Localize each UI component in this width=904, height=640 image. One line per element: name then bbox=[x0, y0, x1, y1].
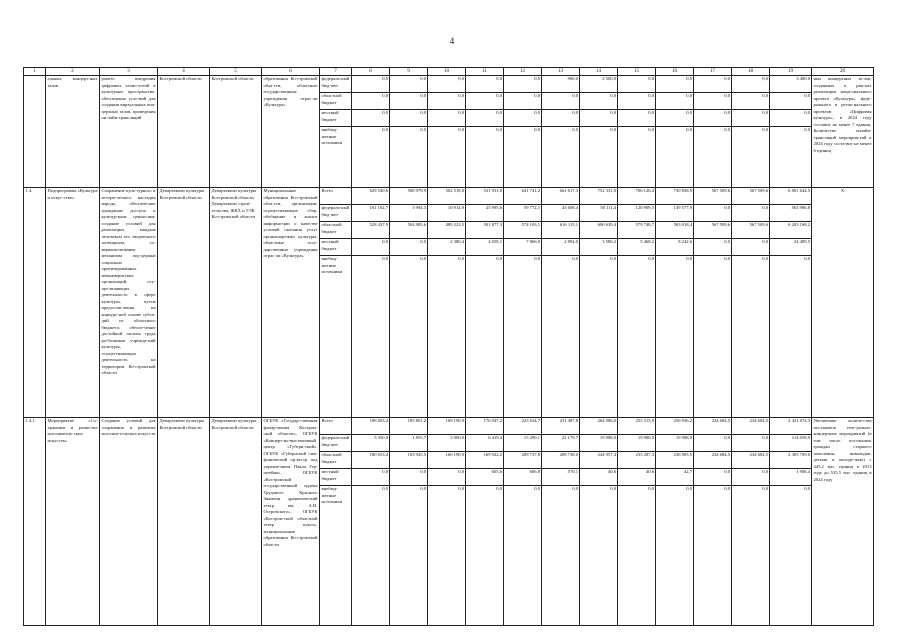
row-responsible: Департамент культуры Костромской области bbox=[158, 188, 210, 418]
funding-value: 0,0 bbox=[732, 92, 770, 109]
funding-value: 40,6 bbox=[618, 468, 656, 485]
funding-value: 0,0 bbox=[390, 468, 428, 485]
row-number: 1.4.1. bbox=[24, 418, 46, 626]
funding-value: 0,0 bbox=[390, 238, 428, 255]
funding-value: 0,0 bbox=[504, 485, 542, 502]
funding-value: 0,0 bbox=[534, 76, 540, 81]
funding-values-cell bbox=[770, 188, 812, 418]
funding-value: 0,0 bbox=[420, 76, 426, 81]
row-participants: Муниципальные образования Ко-стромской обла-сти, организации, осуществляющие сбор, обобщение и анализ информа-ции о качестве условий оказания услуг организаци-ями культуры, областные госу-дарственные учреждения отрас-ли «Культура» bbox=[262, 188, 320, 418]
column-number-6: 6 bbox=[262, 68, 320, 76]
funding-value: 25 995,6 bbox=[466, 204, 504, 221]
column-number-3: 3 bbox=[100, 68, 158, 76]
funding-value: 0,0 bbox=[504, 126, 542, 143]
funding-value: 3 580,2 bbox=[580, 238, 618, 255]
funding-value: 58 111,4 bbox=[580, 204, 618, 221]
funding-values-cell bbox=[352, 76, 390, 188]
funding-value: 0,0 bbox=[428, 92, 466, 109]
funding-value: 7 866,0 bbox=[504, 238, 542, 255]
row-responsible: Костромской области bbox=[158, 76, 210, 188]
column-number-7: 7 bbox=[320, 68, 352, 76]
funding-value: 0,0 bbox=[496, 76, 502, 81]
funding-value: 0,0 bbox=[542, 126, 580, 143]
funding-value: 0,0 bbox=[542, 109, 580, 126]
funding-value: 169 922,2 bbox=[466, 451, 504, 468]
funding-value: 15 290,1 bbox=[504, 434, 542, 451]
row-task: Создание условий для сохранения и развития исполни-тельских искусств bbox=[100, 418, 158, 626]
funding-value: 0,0 bbox=[390, 92, 428, 109]
column-number-9: 9 bbox=[390, 68, 428, 76]
funding-value: 0,0 bbox=[580, 485, 618, 502]
funding-values-cell bbox=[580, 76, 618, 188]
funding-value: 0,0 bbox=[428, 255, 466, 272]
funding-value: 662 617,3 bbox=[559, 188, 578, 193]
column-number-4: 4 bbox=[158, 68, 210, 76]
row-number: 1.4. bbox=[24, 188, 46, 418]
funding-value: 501 877,3 bbox=[466, 221, 504, 238]
funding-value: 0,0 bbox=[428, 126, 466, 143]
funding-values-cell bbox=[428, 76, 466, 188]
funding-values-cell bbox=[352, 418, 390, 626]
funding-value: 8 242,6 bbox=[656, 238, 694, 255]
funding-value: 730 838,9 bbox=[673, 188, 692, 193]
funding-value: 234 684,5 bbox=[711, 418, 730, 423]
funding-source-label: федераль-ный бюд-жет bbox=[321, 76, 350, 88]
funding-values-cell bbox=[618, 418, 656, 626]
funding-value: 570,1 bbox=[542, 468, 580, 485]
funding-value: 2 894,0 bbox=[542, 238, 580, 255]
funding-value: 6 801 644,5 bbox=[788, 188, 810, 193]
funding-value: 0,0 bbox=[542, 485, 580, 502]
funding-value: 0,0 bbox=[352, 238, 390, 255]
funding-value: 583 018,4 bbox=[656, 221, 694, 238]
funding-value: 5 350,0 bbox=[352, 434, 390, 451]
column-number-5: 5 bbox=[210, 68, 262, 76]
funding-value: 19 988,0 bbox=[618, 434, 656, 451]
funding-value: 0,0 bbox=[762, 76, 768, 81]
funding-values-cell bbox=[390, 418, 428, 626]
funding-source-label: Всего bbox=[321, 188, 333, 193]
funding-value: 19 988,0 bbox=[656, 434, 694, 451]
funding-value: 0,0 bbox=[458, 76, 464, 81]
funding-value: 166 190,9 bbox=[428, 451, 466, 468]
funding-value: 0,0 bbox=[732, 485, 770, 502]
funding-value: 0,0 bbox=[580, 109, 618, 126]
funding-value: 244 957,4 bbox=[580, 451, 618, 468]
funding-value: 0,0 bbox=[428, 468, 466, 485]
page-number: 4 bbox=[449, 36, 455, 46]
funding-value: 34 489,5 bbox=[770, 238, 812, 255]
funding-source-label: внебюд-жетные источники bbox=[320, 255, 351, 276]
funding-value: 225 634,7 bbox=[521, 418, 540, 423]
program-row bbox=[24, 188, 874, 418]
funding-value: 0,0 bbox=[694, 92, 732, 109]
funding-value: 0,0 bbox=[504, 255, 542, 272]
funding-value: 114 058,9 bbox=[770, 434, 812, 451]
funding-value: 234 684,5 bbox=[749, 418, 768, 423]
funding-value: 176 947,2 bbox=[483, 418, 502, 423]
funding-value: 0,0 bbox=[694, 109, 732, 126]
funding-values-cell bbox=[352, 188, 390, 418]
funding-value: 0,0 bbox=[390, 109, 428, 126]
funding-source-label: федераль-ный бюд-жет bbox=[320, 204, 351, 221]
funding-value: 2 380,4 bbox=[428, 238, 466, 255]
funding-value: 139 577,9 bbox=[656, 204, 694, 221]
funding-value: 0,0 bbox=[770, 92, 812, 109]
funding-value: 0,0 bbox=[352, 92, 390, 109]
funding-value: 489 223,5 bbox=[428, 221, 466, 238]
funding-value: 0,0 bbox=[466, 485, 504, 502]
funding-value: 0,0 bbox=[580, 92, 618, 109]
funding-value: 0,0 bbox=[732, 238, 770, 255]
funding-value: 605,6 bbox=[466, 468, 504, 485]
funding-value: 0,0 bbox=[732, 204, 770, 221]
funding-value: 0,0 bbox=[352, 468, 390, 485]
funding-values-cell bbox=[656, 76, 694, 188]
funding-value: 0,0 bbox=[466, 109, 504, 126]
funding-values-cell bbox=[542, 76, 580, 188]
funding-value: 0,0 bbox=[694, 434, 732, 451]
funding-value: 567 509,6 bbox=[732, 221, 770, 238]
funding-values-cell bbox=[656, 418, 694, 626]
funding-values-cell bbox=[466, 76, 504, 188]
column-number-1: 1 bbox=[24, 68, 46, 76]
funding-values-cell bbox=[618, 76, 656, 188]
funding-values-cell bbox=[390, 76, 428, 188]
funding-values-cell bbox=[428, 188, 466, 418]
funding-value: 10 914,9 bbox=[428, 204, 466, 221]
column-number-17: 17 bbox=[694, 68, 732, 76]
funding-value: 0,0 bbox=[656, 109, 694, 126]
funding-value: 0,0 bbox=[466, 255, 504, 272]
column-number-11: 11 bbox=[466, 68, 504, 76]
funding-value: 0,0 bbox=[732, 126, 770, 143]
funding-value: 3 994,3 bbox=[390, 204, 428, 221]
column-number-13: 13 bbox=[542, 68, 580, 76]
funding-value: 0,0 bbox=[580, 255, 618, 272]
funding-value: 3 000,0 bbox=[428, 434, 466, 451]
row-task: ронего внедрения цифровых техно-логий в культурное пространство, обеспечение усло-вий для создания виртуальных кон-цертных залов, проведения он-лайн-трансляций bbox=[100, 76, 158, 188]
funding-value: 0,0 bbox=[770, 126, 812, 143]
funding-value: 0,0 bbox=[618, 126, 656, 143]
funding-value: 0,0 bbox=[542, 92, 580, 109]
funding-value: 6 419,4 bbox=[466, 434, 504, 451]
row-participants: образования Ко-стромской обла-сти, областные государственные учреждения отрас-ли «Культура» bbox=[262, 76, 320, 188]
funding-value: 0,0 bbox=[382, 76, 388, 81]
funding-value: 0,0 bbox=[618, 485, 656, 502]
row-expected-result: Х bbox=[812, 188, 874, 418]
funding-values-cell bbox=[504, 188, 542, 418]
funding-value: 4 058,1 bbox=[466, 238, 504, 255]
funding-value: 504 985,6 bbox=[390, 221, 428, 238]
funding-value: 0,0 bbox=[694, 255, 732, 272]
row-name: альных концерт-ных залов bbox=[46, 76, 100, 188]
funding-values-cell bbox=[466, 418, 504, 626]
funding-value: 180 653,4 bbox=[352, 451, 390, 468]
row-coexecutors: Костромской области bbox=[210, 76, 262, 188]
funding-value: 0,0 bbox=[618, 255, 656, 272]
funding-value: 235 287,3 bbox=[618, 451, 656, 468]
column-number-8: 8 bbox=[352, 68, 390, 76]
funding-value: 0,0 bbox=[732, 468, 770, 485]
program-row bbox=[24, 76, 874, 188]
funding-value: 574 103,1 bbox=[504, 221, 542, 238]
funding-value: 3 400,0 bbox=[796, 76, 810, 81]
funding-value: 563 986,8 bbox=[770, 204, 812, 221]
funding-value: 0,0 bbox=[466, 126, 504, 143]
program-table bbox=[23, 67, 874, 626]
column-number-12: 12 bbox=[504, 68, 542, 76]
funding-value: 1 906,4 bbox=[770, 468, 812, 485]
funding-value: 0,0 bbox=[732, 109, 770, 126]
row-number bbox=[24, 76, 46, 188]
funding-source-label: внебюд-жетные источники bbox=[320, 485, 351, 506]
row-expected-result: Увеличение количе-ства постановок теат-рально-концертных мероприятий (в том числе постановок граждан старшего поколения, инвалидов, детьми и молоде-жью) с 445,2 тыс. единиц в 2013 году до 535,5 тыс. единиц в 2024 году bbox=[812, 418, 874, 626]
funding-values-cell bbox=[580, 188, 618, 418]
funding-value: 0,0 bbox=[352, 485, 390, 502]
column-number-row bbox=[24, 68, 874, 76]
column-number-16: 16 bbox=[656, 68, 694, 76]
funding-values-cell bbox=[504, 76, 542, 188]
funding-value: 209 737,8 bbox=[504, 451, 542, 468]
funding-value: 690 639,4 bbox=[580, 221, 618, 238]
funding-value: 616 115,1 bbox=[542, 221, 580, 238]
funding-values-cell bbox=[694, 76, 732, 188]
funding-value: 606,8 bbox=[504, 468, 542, 485]
funding-values-cell bbox=[618, 188, 656, 418]
funding-value: 567 509,6 bbox=[711, 188, 730, 193]
funding-sources-cell bbox=[320, 76, 352, 188]
column-number-19: 19 bbox=[770, 68, 812, 76]
funding-value: 208 738,0 bbox=[542, 451, 580, 468]
funding-value: 579 748,7 bbox=[618, 221, 656, 238]
funding-value: 0,0 bbox=[694, 238, 732, 255]
funding-values-cell bbox=[428, 418, 466, 626]
funding-value: 0,0 bbox=[352, 109, 390, 126]
funding-value: 0,0 bbox=[504, 92, 542, 109]
funding-value: 234 684,5 bbox=[694, 451, 732, 468]
funding-value: 234 684,5 bbox=[732, 451, 770, 468]
funding-value: 0,0 bbox=[656, 255, 694, 272]
funding-value: 101 102,7 bbox=[352, 204, 390, 221]
funding-value: 0,0 bbox=[390, 255, 428, 272]
row-participants: ОГБУК «Государ-ственная филар-мония Костром-ской области», ОГБУК «Концерт-но-выставочный центр «Губерн-ский», ОГБУК «Губернский сим-фонический ор-кестр под управле-нием Павла Гер-штейна», ОГБУК «Костромской государственный ордена Трудового Красного Знамени драматический театр им. А.Н. Островского», ОГБУК «Костром-ской областной театр кукол», муниципальные образования Ко-стромской области bbox=[262, 418, 320, 626]
column-number-2: 2 bbox=[46, 68, 100, 76]
funding-value: 120 909,5 bbox=[618, 204, 656, 221]
funding-value: 0,0 bbox=[694, 485, 732, 502]
funding-value: 59 772,1 bbox=[504, 204, 542, 221]
funding-value: 0,0 bbox=[732, 255, 770, 272]
funding-value: 0,0 bbox=[352, 255, 390, 272]
funding-value: 0,0 bbox=[770, 485, 812, 502]
row-responsible: Департамент культуры Костромской области bbox=[158, 418, 210, 626]
row-expected-result: ных концертных за-лов, созданных в рам-ках реализации наци-онального проекта «Культура», феде-рального и регио-нального проектов «Цифровая культура», в 2024 году составит не менее 7 единиц. Количество онлайн-трансляций мероприя-тий к 2024 году соста-вит не менее 6 единиц bbox=[812, 76, 874, 188]
funding-values-cell bbox=[694, 418, 732, 626]
funding-values-cell bbox=[542, 418, 580, 626]
funding-value: 185 801,2 bbox=[407, 418, 426, 423]
column-number-14: 14 bbox=[580, 68, 618, 76]
funding-value: 629 540,6 bbox=[369, 188, 388, 193]
funding-value: 2 305 709,0 bbox=[770, 451, 812, 468]
funding-sources-cell bbox=[320, 418, 352, 626]
row-coexecutors: Департамент культуры Костромской области, Департамент строи-тельства, ЖКХ и ТЭК Ко-стромской области bbox=[210, 188, 262, 418]
funding-value: 0,0 bbox=[504, 109, 542, 126]
funding-value: 0,0 bbox=[694, 468, 732, 485]
funding-value: 752 331,0 bbox=[597, 188, 616, 193]
funding-value: 0,0 bbox=[648, 76, 654, 81]
column-number-18: 18 bbox=[732, 68, 770, 76]
funding-values-cell bbox=[694, 188, 732, 418]
funding-value: 255 315,9 bbox=[635, 418, 654, 423]
funding-value: 0,0 bbox=[618, 92, 656, 109]
funding-value: 508 979,9 bbox=[407, 188, 426, 193]
funding-value: 5 468,2 bbox=[618, 238, 656, 255]
funding-source-label: областной бюджет bbox=[320, 221, 351, 238]
funding-source-label: местный бюджет bbox=[320, 238, 351, 255]
funding-value: 186 003,4 bbox=[369, 418, 388, 423]
funding-source-label: внебюд-жетные источники bbox=[320, 126, 351, 147]
row-name: Мероприятие «Со-хранение и разви-тие исполнитель-ских искусств» bbox=[46, 418, 100, 626]
funding-value: 264 986,0 bbox=[597, 418, 616, 423]
row-name: Подпрограмма «Культура и искус-ство» bbox=[46, 188, 100, 418]
funding-value: 0,0 bbox=[542, 255, 580, 272]
funding-value: 531 931,0 bbox=[483, 188, 502, 193]
funding-values-cell bbox=[466, 188, 504, 418]
funding-value: 0,0 bbox=[724, 76, 730, 81]
funding-value: 528 437,9 bbox=[352, 221, 390, 238]
column-number-15: 15 bbox=[618, 68, 656, 76]
funding-value: 231 487,8 bbox=[559, 418, 578, 423]
funding-value: 0,0 bbox=[428, 485, 466, 502]
funding-value: 19 988,0 bbox=[580, 434, 618, 451]
funding-value: 22 179,7 bbox=[542, 434, 580, 451]
funding-value: 0,0 bbox=[390, 485, 428, 502]
funding-values-cell bbox=[732, 418, 770, 626]
funding-value: 900,0 bbox=[567, 76, 578, 81]
funding-value: 40,6 bbox=[580, 468, 618, 485]
funding-value: 502 518,8 bbox=[445, 188, 464, 193]
funding-value: 236 905,5 bbox=[656, 451, 694, 468]
funding-value: 0,0 bbox=[694, 204, 732, 221]
funding-value: 43 608,4 bbox=[542, 204, 580, 221]
funding-source-label: областной бюджет bbox=[320, 92, 351, 109]
funding-source-label: областной бюджет bbox=[320, 451, 351, 468]
funding-value: 1 855,7 bbox=[390, 434, 428, 451]
funding-value: 0,0 bbox=[694, 126, 732, 143]
funding-value: 2 500,0 bbox=[602, 76, 616, 81]
funding-values-cell bbox=[732, 76, 770, 188]
funding-value: 567 509,6 bbox=[749, 188, 768, 193]
funding-value: 0,0 bbox=[428, 109, 466, 126]
funding-value: 0,0 bbox=[618, 109, 656, 126]
program-row bbox=[24, 418, 874, 626]
funding-value: 0,0 bbox=[580, 126, 618, 143]
funding-value: 0,0 bbox=[770, 109, 812, 126]
funding-value: 641 741,2 bbox=[521, 188, 540, 193]
funding-value: 42,7 bbox=[656, 468, 694, 485]
row-task: Сохранение куль-турного и истори-ческого наследия народа, обеспече-ние гражданам доступа к культур-ным ценностям; создание условий для реализации каждым человеком его творческого потенциала, со-вершенствование механизма под-держки социально ориентированных некоммерческих организаций, осу-ществляющих деятельность в сфере культуры, путем предостав-ления на конкурс-ной основе субси-дий из областного бюджета; обеспе-чение достойной оплаты труда ра-ботников учрежде-ний культуры, осуществляющих деятельность на территории Ко-стромской области bbox=[100, 188, 158, 418]
funding-value: 706 126,4 bbox=[635, 188, 654, 193]
funding-value: 0,0 bbox=[390, 126, 428, 143]
funding-source-label: местный бюджет bbox=[320, 468, 351, 485]
funding-value: 6 203 168,2 bbox=[770, 221, 812, 238]
funding-values-cell bbox=[504, 418, 542, 626]
funding-value: 0,0 bbox=[732, 434, 770, 451]
funding-values-cell bbox=[770, 76, 812, 188]
funding-value: 0,0 bbox=[466, 92, 504, 109]
funding-value: 0,0 bbox=[352, 126, 390, 143]
funding-value: 2 421 674,3 bbox=[788, 418, 810, 423]
row-coexecutors: Департамент культуры Костромской области bbox=[210, 418, 262, 626]
funding-value: 256 936,2 bbox=[673, 418, 692, 423]
funding-value: 0,0 bbox=[656, 92, 694, 109]
funding-values-cell bbox=[770, 418, 812, 626]
funding-value: 0,0 bbox=[656, 126, 694, 143]
funding-sources-cell bbox=[320, 188, 352, 418]
column-number-20: 20 bbox=[812, 68, 874, 76]
funding-value: 0,0 bbox=[656, 485, 694, 502]
funding-values-cell bbox=[390, 188, 428, 418]
funding-values-cell bbox=[542, 188, 580, 418]
column-number-10: 10 bbox=[428, 68, 466, 76]
funding-value: 183 945,5 bbox=[390, 451, 428, 468]
funding-value: 0,0 bbox=[770, 255, 812, 272]
funding-values-cell bbox=[732, 188, 770, 418]
funding-values-cell bbox=[580, 418, 618, 626]
funding-values-cell bbox=[656, 188, 694, 418]
funding-value: 567 509,6 bbox=[694, 221, 732, 238]
funding-source-label: федераль-ный бюд-жет bbox=[320, 434, 351, 451]
funding-value: 0,0 bbox=[686, 76, 692, 81]
funding-source-label: местный бюджет bbox=[320, 109, 351, 126]
funding-value: 169 190,9 bbox=[445, 418, 464, 423]
funding-source-label: Всего bbox=[321, 418, 333, 423]
